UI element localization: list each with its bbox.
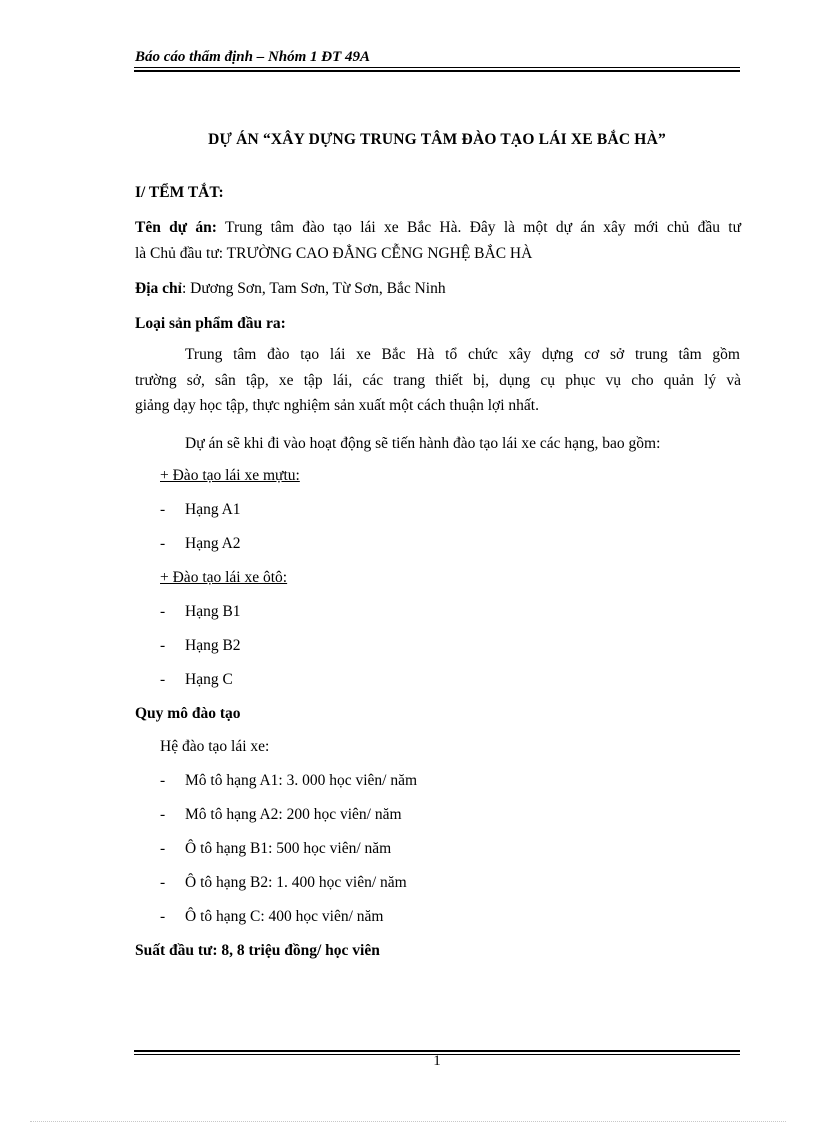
header-rule-thin bbox=[134, 67, 740, 68]
bullet-dash: - bbox=[160, 535, 166, 552]
address-value: : Dương Sơn, Tam Sơn, Từ Sơn, Bắc Ninh bbox=[181, 280, 446, 297]
section-heading-summary: I/ TỂM TẮT: bbox=[135, 184, 224, 201]
address-line bbox=[135, 280, 446, 298]
output-para-line-2: trường sở, sân tập, xe tập lái, các trang thiết bị, dụng cụ phục vụ cho quản lý và bbox=[135, 372, 741, 389]
scale-item-c: Ô tô hạng C: 400 học viên/ năm bbox=[185, 908, 384, 925]
document-title: DỰ ÁN “XÂY DỰNG TRUNG TÂM ĐÀO TẠO LÁI XE BẮC HÀ” bbox=[208, 131, 666, 148]
page-number: 1 bbox=[433, 1053, 441, 1069]
bullet-dash: - bbox=[160, 637, 166, 654]
bullet-dash: - bbox=[160, 840, 166, 857]
bullet-dash: - bbox=[160, 772, 166, 789]
scale-item-a1: Mô tô hạng A1: 3. 000 học viên/ năm bbox=[185, 772, 418, 789]
page-break-line bbox=[30, 1121, 786, 1122]
car-item-b2: Hạng B2 bbox=[185, 637, 241, 654]
header-rule-thick bbox=[134, 70, 740, 72]
bullet-dash: - bbox=[160, 603, 166, 620]
project-name-text: Trung tâm đào tạo lái xe Bắc Hà. Đây là một dự án xây mới chủ đầu tư bbox=[225, 219, 741, 236]
bullet-dash: - bbox=[160, 671, 166, 688]
project-name-line-2: là Chủ đầu tư: TRƯỜNG CAO ĐẲNG CỄNG NGHỆ BẮC HÀ bbox=[135, 245, 533, 262]
footer-rule-thick bbox=[134, 1050, 740, 1052]
scale-heading: Quy mô đào tạo bbox=[135, 705, 241, 722]
bullet-dash: - bbox=[160, 874, 166, 891]
scale-subheading: Hệ đào tạo lái xe: bbox=[160, 738, 270, 755]
address-label: Địa chỉ bbox=[135, 280, 182, 297]
investment-line: Suất đầu tư: 8, 8 triệu đồng/ học viên bbox=[135, 942, 380, 959]
moto-heading: + Đào tạo lái xe mựtu: bbox=[160, 467, 300, 484]
bullet-dash: - bbox=[160, 501, 166, 518]
scale-item-b1: Ô tô hạng B1: 500 học viên/ năm bbox=[185, 840, 392, 857]
car-heading: + Đào tạo lái xe ôtô: bbox=[160, 569, 288, 586]
running-header: Báo cáo thẩm định – Nhóm 1 ĐT 49A bbox=[135, 49, 371, 65]
moto-item-a1: Hạng A1 bbox=[185, 501, 241, 518]
project-name-label: Tên dự án: bbox=[135, 219, 217, 236]
bullet-dash: - bbox=[160, 908, 166, 925]
output-para-line-3: giảng dạy học tập, thực nghiệm sản xuất một cách thuận lợi nhất. bbox=[135, 397, 539, 414]
output-heading: Loại sản phẩm đầu ra: bbox=[135, 315, 286, 332]
car-item-b1: Hạng B1 bbox=[185, 603, 241, 620]
project-name-line-1 bbox=[135, 219, 741, 237]
bullet-dash: - bbox=[160, 806, 166, 823]
scale-item-a2: Mô tô hạng A2: 200 học viên/ năm bbox=[185, 806, 402, 823]
scale-item-b2: Ô tô hạng B2: 1. 400 học viên/ năm bbox=[185, 874, 407, 891]
output-para-line-1: Trung tâm đào tạo lái xe Bắc Hà tổ chức xây dựng cơ sở trung tâm gồm bbox=[185, 346, 740, 363]
car-item-c: Hạng C bbox=[185, 671, 233, 688]
moto-item-a2: Hạng A2 bbox=[185, 535, 241, 552]
output-para-2: Dự án sẽ khi đi vào hoạt động sẽ tiến hành đào tạo lái xe các hạng, bao gồm: bbox=[185, 435, 661, 452]
